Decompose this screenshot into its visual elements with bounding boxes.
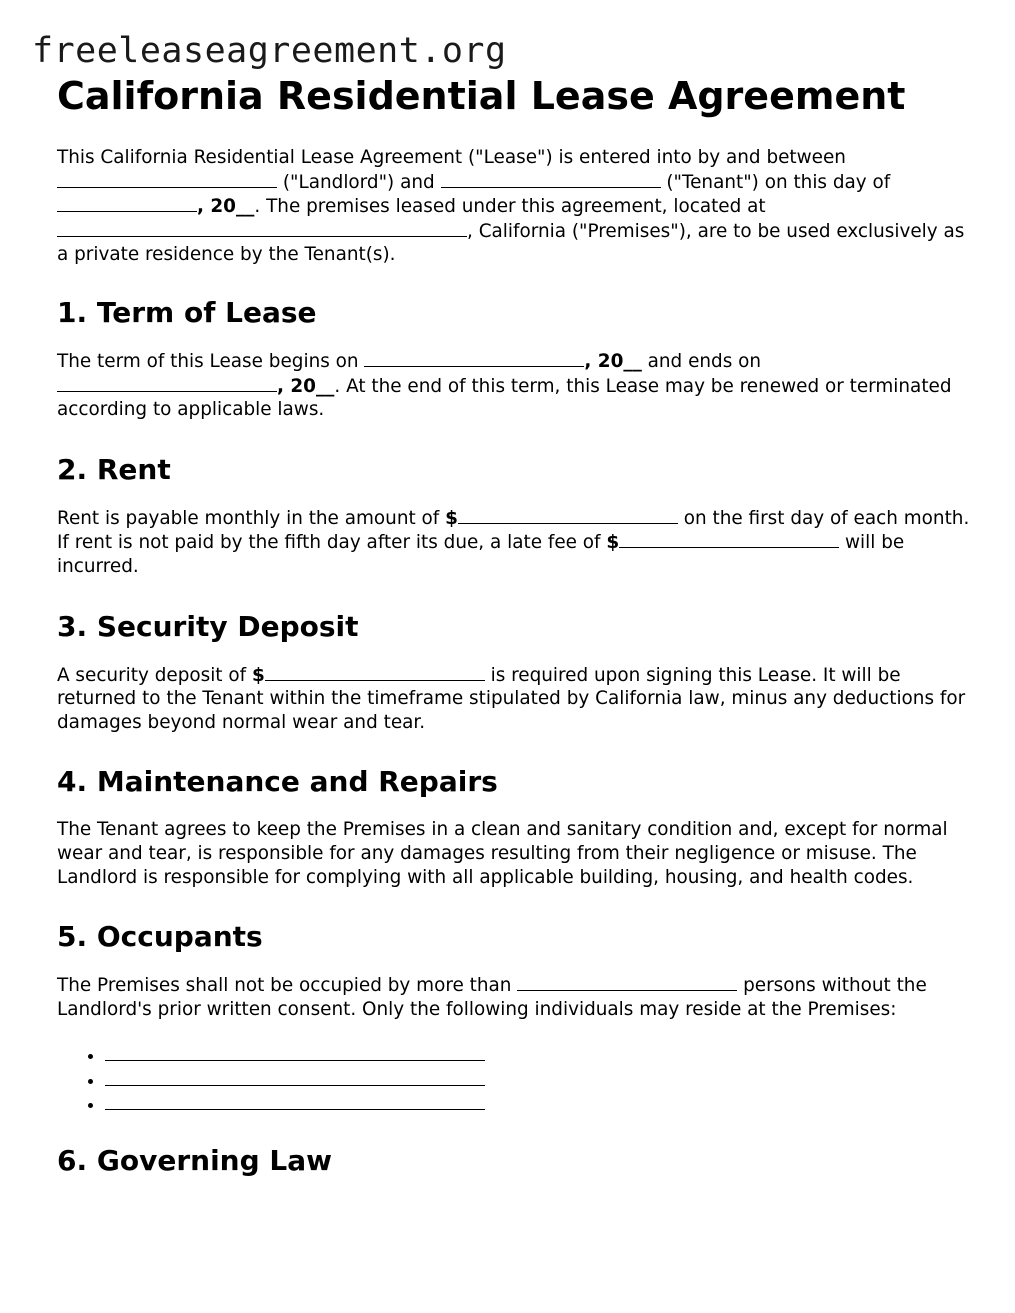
maintenance-paragraph: The Tenant agrees to keep the Premises in a clean and sanitary condition and, except for normal wear and tear, is responsible for any damages resulting from their negligence or misuse. The Landlord is responsible for complying with all applicable building, housing, and health codes. (57, 819, 948, 888)
intro-paragraph: This California Residential Lease Agreement ("Lease") is entered into by and between ("Landlord") and ("Tenant") on this day of , 20__. The premises leased under this agreement, located at , California ("Premises"), are to be used exclusively as a private residence by the Tenant(s). (57, 147, 965, 266)
occupants-paragraph: The Premises shall not be occupied by more than persons without the Landlord's prior written consent. Only the following individuals may reside at the Premises: (57, 975, 927, 1020)
term-end-blank[interactable] (57, 374, 277, 392)
max-occupants-blank[interactable] (517, 973, 737, 991)
late-fee-blank[interactable] (619, 530, 839, 548)
occupant-name-blank-1[interactable] (105, 1043, 485, 1061)
list-item (105, 1068, 977, 1093)
occupant-name-blank-2[interactable] (105, 1068, 485, 1086)
list-item (105, 1043, 977, 1068)
premises-address-blank[interactable] (57, 219, 467, 237)
occupant-name-blank-3[interactable] (105, 1092, 485, 1110)
rent-paragraph: Rent is payable monthly in the amount of $ on the first day of each month. If rent is not paid by the fifth day after its due, a late fee of $ will be incurred. (57, 507, 970, 577)
rent-amount-blank[interactable] (458, 506, 678, 524)
landlord-name-blank[interactable] (57, 170, 277, 188)
document-title: California Residential Lease Agreement (57, 74, 906, 118)
section-heading-maintenance: 4. Maintenance and Repairs (57, 765, 498, 799)
section-heading-deposit: 3. Security Deposit (57, 609, 359, 643)
section-heading-rent: 2. Rent (57, 452, 171, 486)
term-paragraph: The term of this Lease begins on , 20__ and ends on , 20__. At the end of this term, this Lease may be renewed or terminated according to applicable laws. (57, 350, 952, 421)
deposit-amount-blank[interactable] (265, 663, 485, 681)
lease-document (57, 72, 977, 1179)
deposit-paragraph: A security deposit of $ is required upon signing this Lease. It will be returned to the Tenant within the timeframe stipulated by California law, minus any deductions for damages beyond normal wear and tear. (57, 664, 966, 733)
lease-date-blank[interactable] (57, 194, 197, 212)
watermark-text: freeleaseagreement.org (32, 31, 507, 71)
section-heading-law: 6. Governing Law (57, 1144, 332, 1178)
list-item (105, 1092, 977, 1117)
tenant-name-blank[interactable] (441, 170, 661, 188)
section-heading-occupants: 5. Occupants (57, 920, 263, 954)
section-heading-term: 1. Term of Lease (57, 295, 317, 329)
occupants-list (57, 1043, 977, 1117)
term-start-blank[interactable] (364, 349, 584, 367)
